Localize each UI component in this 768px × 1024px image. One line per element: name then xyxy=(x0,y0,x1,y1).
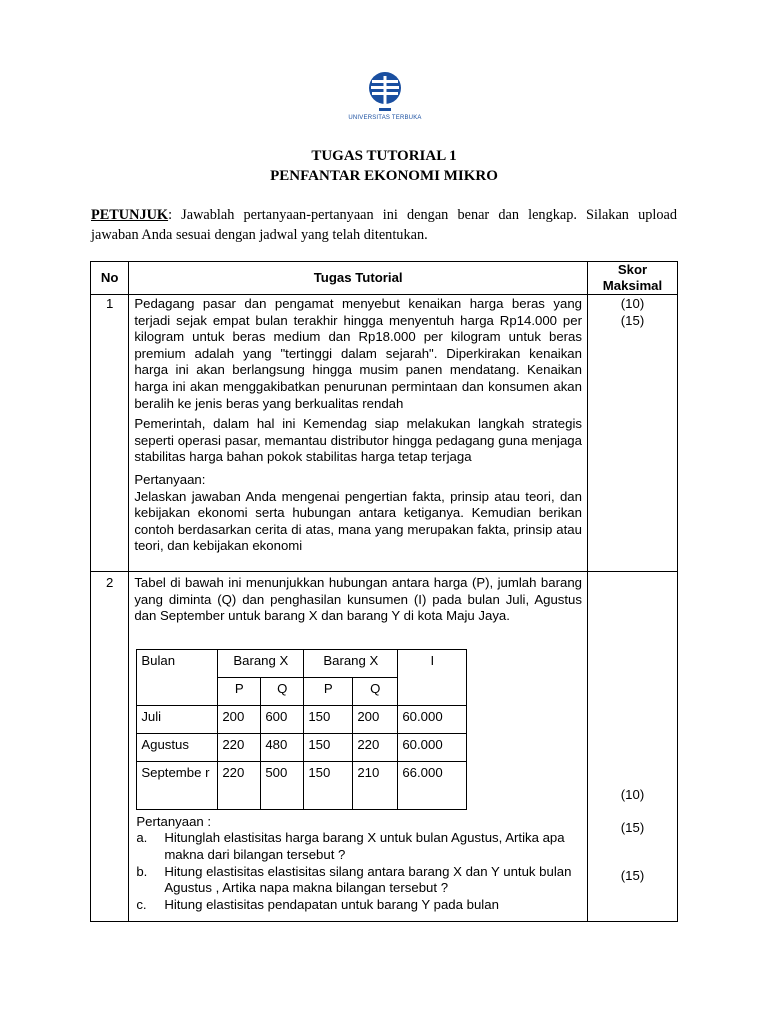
question-item xyxy=(136,864,582,897)
inner-cell-month: Septembe r xyxy=(137,761,218,809)
row-task xyxy=(129,572,588,922)
price-quantity-table xyxy=(136,649,467,810)
score-value: (10) xyxy=(620,787,645,802)
document-title: TUGAS TUTORIAL 1 xyxy=(311,148,457,164)
row-number: 1 xyxy=(91,295,129,572)
inner-cell: 220 xyxy=(218,733,261,761)
table-header-row xyxy=(91,262,678,295)
score-value: (10) xyxy=(620,296,645,311)
logo-text: UNIVERSITAS TERBUKA xyxy=(348,115,422,121)
question-label: Pertanyaan : xyxy=(136,813,212,829)
inner-cell: 150 xyxy=(304,705,353,733)
inner-cell: 480 xyxy=(261,733,304,761)
header-score-line2: Maksimal xyxy=(602,278,663,293)
inner-table-row xyxy=(137,733,467,761)
question-text: Hitunglah elastisitas harga barang X untuk bulan Agustus, Artika apa makna dari bilangan tersebut ? xyxy=(164,830,565,862)
inner-cell: 150 xyxy=(304,761,353,809)
inner-header-barang-x: Barang X xyxy=(218,649,304,677)
inner-header-row xyxy=(137,649,467,677)
header-score xyxy=(587,262,677,295)
inner-cell: 60.000 xyxy=(398,705,467,733)
table-row xyxy=(91,295,678,572)
inner-cell: 66.000 xyxy=(398,761,467,809)
inner-cell-month: Juli xyxy=(137,705,218,733)
inner-subheader: Q xyxy=(353,677,398,705)
score-value: (15) xyxy=(620,868,645,883)
task-paragraph: Pedagang pasar dan pengamat menyebut kenaikan harga beras yang terjadi sejak empat bulan terakhir hingga menyentuh harga Rp14.000 per kilogram untuk beras medium dan Rp18.000 per kilogram untuk beras premium adalah yang "tertinggi dalam sejarah". Diperkirakan kenaikan harga ini akan berlangsung hingga musim panen mendatang. Kenaikan harga ini akan menggakibatkan penurunan permintaan dan konsumen akan beralih ke jenis beras yang berkualitas rendah xyxy=(134,296,582,411)
inner-cell: 600 xyxy=(261,705,304,733)
task-paragraph: Tabel di bawah ini menunjukkan hubungan antara harga (P), jumlah barang yang diminta (Q) dan penghasilan kunsumen (I) pada bulan Juli, Agustus dan September untuk barang X dan barang Y di kota Maju Jaya. xyxy=(134,575,582,624)
question-item xyxy=(136,897,582,914)
inner-header-barang-y: Barang X xyxy=(304,649,398,677)
question-marker: a. xyxy=(136,830,148,846)
tutorial-table xyxy=(90,261,678,922)
question-marker: c. xyxy=(136,896,147,912)
ut-emblem-icon xyxy=(367,70,403,114)
inner-header-income: I xyxy=(398,649,467,705)
inner-cell: 500 xyxy=(261,761,304,809)
question-item xyxy=(136,830,582,863)
document-subtitle: PENFANTAR EKONOMI MIKRO xyxy=(270,168,498,184)
row-task xyxy=(129,295,588,572)
inner-cell: 60.000 xyxy=(398,733,467,761)
inner-cell: 150 xyxy=(304,733,353,761)
inner-subheader: Q xyxy=(261,677,304,705)
inner-table-row xyxy=(137,761,467,809)
instructions xyxy=(91,205,677,245)
inner-header-bulan: Bulan xyxy=(137,649,218,705)
inner-cell-month: Agustus xyxy=(137,733,218,761)
score-value: (15) xyxy=(620,312,645,328)
header-task: Tugas Tutorial xyxy=(129,262,588,295)
question-label: Pertanyaan: xyxy=(134,471,206,487)
inner-subheader: P xyxy=(304,677,353,705)
instruction-text: : Jawablah pertanyaan-pertanyaan ini dengan benar dan lengkap. Silakan upload jawaban Anda sesuai dengan jadwal yang telah ditentukan. xyxy=(91,207,677,243)
table-row xyxy=(91,572,678,922)
university-logo xyxy=(345,70,425,132)
question-text: Hitung elastisitas elastisitas silang antara barang X dan Y untuk bulan Agustus , Artika napa makna bilangan tersebut ? xyxy=(164,863,572,896)
row-scores xyxy=(587,572,677,922)
question-marker: b. xyxy=(136,863,148,879)
instruction-label: PETUNJUK xyxy=(91,207,169,223)
inner-subheader: P xyxy=(218,677,261,705)
question-text: Hitung elastisitas pendapatan untuk barang Y pada bulan xyxy=(164,896,499,912)
score-value: (15) xyxy=(620,820,645,835)
row-scores xyxy=(587,295,677,572)
inner-table-row xyxy=(137,705,467,733)
task-paragraph: Pemerintah, dalam hal ini Kemendag siap melakukan langkah strategis seperti operasi pasar, memantau distributor hingga pedagang guna menjaga stabilitas harga bahan pokok stabilitas harga tetap terjaga xyxy=(134,416,582,465)
inner-cell: 200 xyxy=(353,705,398,733)
header-score-line1: Skor xyxy=(617,262,648,277)
row-number: 2 xyxy=(91,572,129,922)
inner-cell: 220 xyxy=(353,733,398,761)
question-text: Jelaskan jawaban Anda mengenai pengertian fakta, prinsip atau teori, dan kebijakan ekonomi serta hubungan antara ketiganya. Kemudian berikan contoh berdasarkan cerita di atas, mana yang merupakan fakta, prinsip atau teori, dan kebijakan ekonomi xyxy=(134,488,582,554)
inner-cell: 220 xyxy=(218,761,261,809)
inner-cell: 210 xyxy=(353,761,398,809)
inner-cell: 200 xyxy=(218,705,261,733)
header-no: No xyxy=(91,262,129,295)
